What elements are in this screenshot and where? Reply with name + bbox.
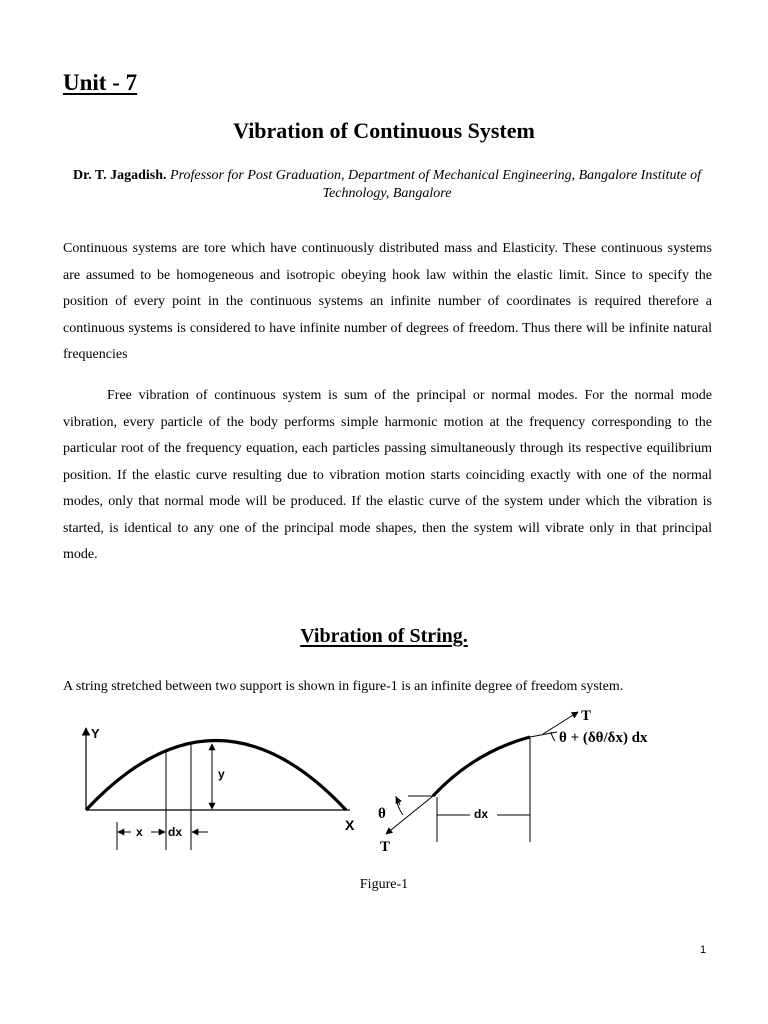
paragraph-free-vibration: Free vibration of continuous system is sum of the principal or normal modes. For the normal mode vibration, every particle of the body performs simple harmonic motion at the frequency corresponding to the particular root of the frequency equation, each particles passing simultaneously through its respective equilibrium position. If the elastic curve resulting due to vibration motion starts coinciding exactly with one of the normal modes, only that normal mode will be produced. If the elastic curve of the system under which the vibration is started, is identical to any one of the principal mode shapes, then the system will vibrate only in that principal mode. [63,388,712,562]
y-axis-label: Y [91,726,100,741]
tension-bottom-label: T [380,839,391,855]
deflection-label: y [218,767,225,781]
tension-top-label: T [581,708,592,724]
author-name: Dr. T. Jagadish. [73,168,167,183]
paragraph-continuous-systems: Continuous systems are tore which have continuously distributed mass and Elasticity. These continuous systems are assumed to be homogeneous and isotropic obeying hook law within the elastic limit. Since to specify the position of every point in the continuous systems an infinite number of coordinates is required therefore a continuous systems is considered to have infinite number of degrees of freedom. Thus there will be infinite natural frequencies [63,241,712,362]
author-affiliation: Professor for Post Graduation, Department of Mechanical Engineering, Bangalore Institute of Technology, Bangalore [170,168,701,201]
dx-label: dx [474,807,489,821]
page-number: 1 [700,944,707,956]
x-dimension-label: x [136,825,143,839]
top-tangent-line [530,732,557,737]
string-curve [86,741,346,811]
left-string-diagram [86,726,355,850]
angle-bottom-label: θ [378,806,386,822]
figure-caption: Figure-1 [359,877,409,892]
section-intro: A string stretched between two support is shown in figure-1 is an infinite degree of freedom system. [63,679,624,694]
document-title: Vibration of Continuous System [233,118,535,143]
bottom-tension-arrow [386,796,433,834]
top-angle-arc [551,732,555,741]
x-axis-label: X [345,817,355,833]
element-curve [433,737,530,796]
section-heading-vibration-of-string: Vibration of String. [300,625,468,647]
dx-dimension-label: dx [168,825,183,839]
unit-heading: Unit - 7 [63,70,138,95]
right-element-diagram [378,708,648,855]
angle-top-label: θ + (δθ/δx) dx [559,730,648,746]
